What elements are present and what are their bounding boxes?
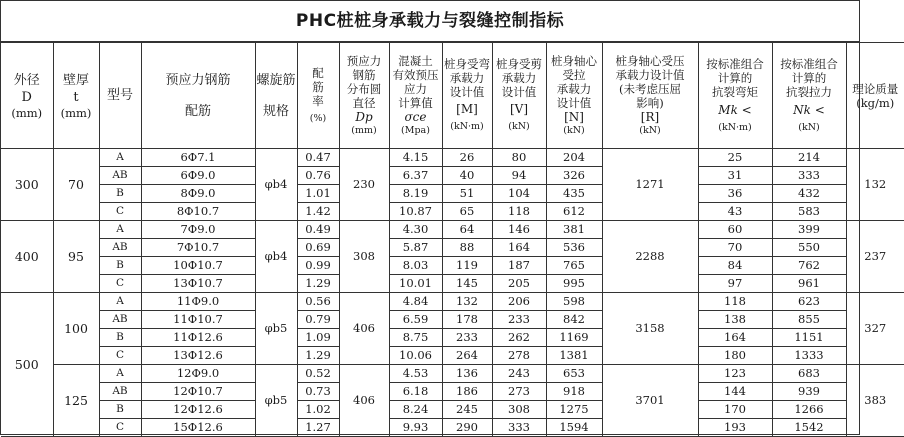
- cell-type: AB: [99, 167, 141, 185]
- cell-type: A: [99, 149, 141, 167]
- cell-rebar: 7Φ10.7: [141, 239, 255, 257]
- cell-sigma: 10.01: [389, 275, 442, 293]
- cell-ratio: 0.56: [297, 293, 339, 311]
- spec-table: [1, 42, 904, 437]
- cell-ratio: 0.76: [297, 167, 339, 185]
- cell-ratio: 1.42: [297, 203, 339, 221]
- cell-ratio: 0.99: [297, 257, 339, 275]
- table-row: [1, 257, 904, 275]
- cell-rebar: 8Φ10.7: [141, 203, 255, 221]
- col-header-n: 桩身轴心 受拉 承载力 设计值 [N] (kN): [546, 43, 602, 149]
- cell-type: B: [99, 185, 141, 203]
- cell-sigma: 4.53: [389, 365, 442, 383]
- cell-rebar: 10Φ10.7: [141, 257, 255, 275]
- cell-v: 333: [492, 419, 546, 437]
- cell-n: 1594: [546, 419, 602, 437]
- cell-rebar: 13Φ12.6: [141, 347, 255, 365]
- cell-n: 536: [546, 239, 602, 257]
- cell-r: 3701: [602, 365, 698, 437]
- cell-n: 381: [546, 221, 602, 239]
- cell-mk: 25: [698, 149, 772, 167]
- cell-mk: 170: [698, 401, 772, 419]
- table-row: [1, 383, 904, 401]
- cell-rebar: 8Φ9.0: [141, 185, 255, 203]
- cell-rebar: 13Φ10.7: [141, 275, 255, 293]
- cell-m: 26: [442, 149, 492, 167]
- cell-mk: 144: [698, 383, 772, 401]
- col-header-od: 外径 D (mm): [1, 43, 53, 149]
- cell-nk: 855: [772, 311, 846, 329]
- cell-v: 278: [492, 347, 546, 365]
- cell-m: 136: [442, 365, 492, 383]
- cell-v: 104: [492, 185, 546, 203]
- cell-rebar: 15Φ12.6: [141, 419, 255, 437]
- table-body: [1, 149, 904, 437]
- table-row: [1, 149, 904, 167]
- cell-mass: 383: [846, 365, 904, 437]
- cell-type: A: [99, 293, 141, 311]
- cell-spiral: φb4: [255, 149, 297, 221]
- cell-v: 164: [492, 239, 546, 257]
- cell-m: 145: [442, 275, 492, 293]
- cell-v: 187: [492, 257, 546, 275]
- col-header-dp: 预应力 钢筋 分布圆 直径 Dp (mm): [339, 43, 389, 149]
- cell-m: 245: [442, 401, 492, 419]
- col-header-wall: 壁厚 t (mm): [53, 43, 99, 149]
- table-row: [1, 203, 904, 221]
- cell-n: 842: [546, 311, 602, 329]
- cell-sigma: 4.15: [389, 149, 442, 167]
- cell-rebar: 12Φ9.0: [141, 365, 255, 383]
- cell-m: 64: [442, 221, 492, 239]
- cell-nk: 683: [772, 365, 846, 383]
- cell-mk: 36: [698, 185, 772, 203]
- cell-m: 88: [442, 239, 492, 257]
- col-header-m: 桩身受弯 承载力 设计值 [M] (kN·m): [442, 43, 492, 149]
- header-row: [1, 43, 904, 149]
- cell-v: 146: [492, 221, 546, 239]
- col-header-rebar: 预应力钢筋 配筋: [141, 43, 255, 149]
- cell-mk: 84: [698, 257, 772, 275]
- cell-v: 233: [492, 311, 546, 329]
- cell-rebar: 7Φ9.0: [141, 221, 255, 239]
- cell-wall-thickness: 100: [53, 293, 99, 365]
- table-row: [1, 329, 904, 347]
- cell-v: 262: [492, 329, 546, 347]
- cell-dp: 230: [339, 149, 389, 221]
- cell-nk: 1333: [772, 347, 846, 365]
- cell-mass: 327: [846, 293, 904, 365]
- cell-sigma: 9.93: [389, 419, 442, 437]
- cell-mk: 193: [698, 419, 772, 437]
- cell-n: 612: [546, 203, 602, 221]
- cell-sigma: 10.06: [389, 347, 442, 365]
- cell-type: C: [99, 419, 141, 437]
- cell-v: 80: [492, 149, 546, 167]
- cell-wall-thickness: 70: [53, 149, 99, 221]
- cell-mk: 118: [698, 293, 772, 311]
- cell-rebar: 11Φ9.0: [141, 293, 255, 311]
- cell-sigma: 4.30: [389, 221, 442, 239]
- cell-r: 1271: [602, 149, 698, 221]
- cell-sigma: 6.18: [389, 383, 442, 401]
- cell-spiral: φb4: [255, 221, 297, 293]
- cell-nk: 550: [772, 239, 846, 257]
- cell-v: 94: [492, 167, 546, 185]
- table-title: PHC桩桩身承载力与裂缝控制指标: [1, 1, 859, 42]
- table-row: [1, 347, 904, 365]
- cell-n: 995: [546, 275, 602, 293]
- col-header-type: 型号: [99, 43, 141, 149]
- cell-sigma: 10.87: [389, 203, 442, 221]
- cell-v: 205: [492, 275, 546, 293]
- cell-v: 243: [492, 365, 546, 383]
- cell-m: 290: [442, 419, 492, 437]
- cell-nk: 762: [772, 257, 846, 275]
- cell-n: 1169: [546, 329, 602, 347]
- cell-mk: 123: [698, 365, 772, 383]
- cell-sigma: 5.87: [389, 239, 442, 257]
- cell-nk: 1542: [772, 419, 846, 437]
- cell-ratio: 1.27: [297, 419, 339, 437]
- cell-rebar: 12Φ10.7: [141, 383, 255, 401]
- cell-mk: 70: [698, 239, 772, 257]
- cell-ratio: 0.79: [297, 311, 339, 329]
- cell-type: AB: [99, 239, 141, 257]
- cell-dp: 308: [339, 221, 389, 293]
- cell-rebar: 11Φ10.7: [141, 311, 255, 329]
- cell-m: 264: [442, 347, 492, 365]
- cell-m: 51: [442, 185, 492, 203]
- table-row: [1, 185, 904, 203]
- cell-ratio: 0.47: [297, 149, 339, 167]
- cell-dp: 406: [339, 365, 389, 437]
- cell-type: C: [99, 347, 141, 365]
- table-row: [1, 365, 904, 383]
- cell-n: 765: [546, 257, 602, 275]
- cell-outer-diameter: 500: [1, 293, 53, 437]
- cell-mk: 31: [698, 167, 772, 185]
- cell-mk: 164: [698, 329, 772, 347]
- table-row: [1, 239, 904, 257]
- cell-n: 1381: [546, 347, 602, 365]
- cell-nk: 961: [772, 275, 846, 293]
- cell-type: C: [99, 275, 141, 293]
- cell-m: 119: [442, 257, 492, 275]
- cell-rebar: 6Φ7.1: [141, 149, 255, 167]
- cell-n: 653: [546, 365, 602, 383]
- cell-nk: 1266: [772, 401, 846, 419]
- cell-ratio: 1.09: [297, 329, 339, 347]
- cell-sigma: 4.84: [389, 293, 442, 311]
- cell-n: 435: [546, 185, 602, 203]
- cell-sigma: 8.19: [389, 185, 442, 203]
- cell-n: 918: [546, 383, 602, 401]
- cell-sigma: 8.03: [389, 257, 442, 275]
- cell-rebar: 6Φ9.0: [141, 167, 255, 185]
- cell-ratio: 1.29: [297, 347, 339, 365]
- cell-spiral: φb5: [255, 293, 297, 365]
- col-header-sigma: 混凝土 有效预压 应力 计算值 σce (Mpa): [389, 43, 442, 149]
- cell-nk: 583: [772, 203, 846, 221]
- cell-wall-thickness: 125: [53, 365, 99, 437]
- cell-rebar: 12Φ12.6: [141, 401, 255, 419]
- cell-n: 598: [546, 293, 602, 311]
- cell-spiral: φb5: [255, 365, 297, 437]
- cell-ratio: 0.73: [297, 383, 339, 401]
- cell-nk: 1151: [772, 329, 846, 347]
- table-row: [1, 221, 904, 239]
- cell-nk: 623: [772, 293, 846, 311]
- table-row: [1, 311, 904, 329]
- cell-ratio: 0.49: [297, 221, 339, 239]
- cell-n: 204: [546, 149, 602, 167]
- table-row: [1, 401, 904, 419]
- cell-type: C: [99, 203, 141, 221]
- cell-mk: 97: [698, 275, 772, 293]
- cell-m: 132: [442, 293, 492, 311]
- cell-nk: 333: [772, 167, 846, 185]
- cell-type: AB: [99, 383, 141, 401]
- cell-sigma: 8.24: [389, 401, 442, 419]
- cell-type: B: [99, 401, 141, 419]
- cell-type: A: [99, 221, 141, 239]
- cell-nk: 214: [772, 149, 846, 167]
- cell-n: 326: [546, 167, 602, 185]
- cell-mk: 60: [698, 221, 772, 239]
- cell-ratio: 1.29: [297, 275, 339, 293]
- cell-nk: 399: [772, 221, 846, 239]
- cell-outer-diameter: 300: [1, 149, 53, 221]
- col-header-r: 桩身轴心受压 承载力设计值 (未考虑压屈 影响) [R] (kN): [602, 43, 698, 149]
- cell-v: 308: [492, 401, 546, 419]
- col-header-v: 桩身受剪 承载力 设计值 [V] (kN): [492, 43, 546, 149]
- cell-type: B: [99, 257, 141, 275]
- cell-ratio: 1.01: [297, 185, 339, 203]
- cell-outer-diameter: 400: [1, 221, 53, 293]
- table-row: [1, 275, 904, 293]
- cell-v: 206: [492, 293, 546, 311]
- cell-v: 118: [492, 203, 546, 221]
- cell-mk: 180: [698, 347, 772, 365]
- cell-mass: 237: [846, 221, 904, 293]
- cell-m: 40: [442, 167, 492, 185]
- cell-n: 1275: [546, 401, 602, 419]
- cell-ratio: 0.52: [297, 365, 339, 383]
- cell-sigma: 6.59: [389, 311, 442, 329]
- cell-nk: 939: [772, 383, 846, 401]
- cell-type: AB: [99, 311, 141, 329]
- cell-wall-thickness: 95: [53, 221, 99, 293]
- cell-mass: 132: [846, 149, 904, 221]
- col-header-mk: 按标准组合 计算的 抗裂弯矩 Mk < (kN·m): [698, 43, 772, 149]
- cell-ratio: 0.69: [297, 239, 339, 257]
- cell-type: B: [99, 329, 141, 347]
- table-row: [1, 293, 904, 311]
- col-header-ratio: 配 筋 率 (%): [297, 43, 339, 149]
- table-row: [1, 419, 904, 437]
- col-header-spiral: 螺旋筋 规格: [255, 43, 297, 149]
- col-header-nk: 按标准组合 计算的 抗裂拉力 Nk < (kN): [772, 43, 846, 149]
- cell-sigma: 8.75: [389, 329, 442, 347]
- cell-m: 65: [442, 203, 492, 221]
- cell-r: 2288: [602, 221, 698, 293]
- cell-type: A: [99, 365, 141, 383]
- cell-m: 233: [442, 329, 492, 347]
- cell-mk: 138: [698, 311, 772, 329]
- cell-ratio: 1.02: [297, 401, 339, 419]
- cell-mk: 43: [698, 203, 772, 221]
- cell-m: 186: [442, 383, 492, 401]
- cell-nk: 432: [772, 185, 846, 203]
- cell-sigma: 6.37: [389, 167, 442, 185]
- cell-rebar: 11Φ12.6: [141, 329, 255, 347]
- col-header-mass: 理论质量 (kg/m): [846, 43, 904, 149]
- cell-v: 273: [492, 383, 546, 401]
- table-row: [1, 167, 904, 185]
- cell-m: 178: [442, 311, 492, 329]
- cell-r: 3158: [602, 293, 698, 365]
- cell-dp: 406: [339, 293, 389, 365]
